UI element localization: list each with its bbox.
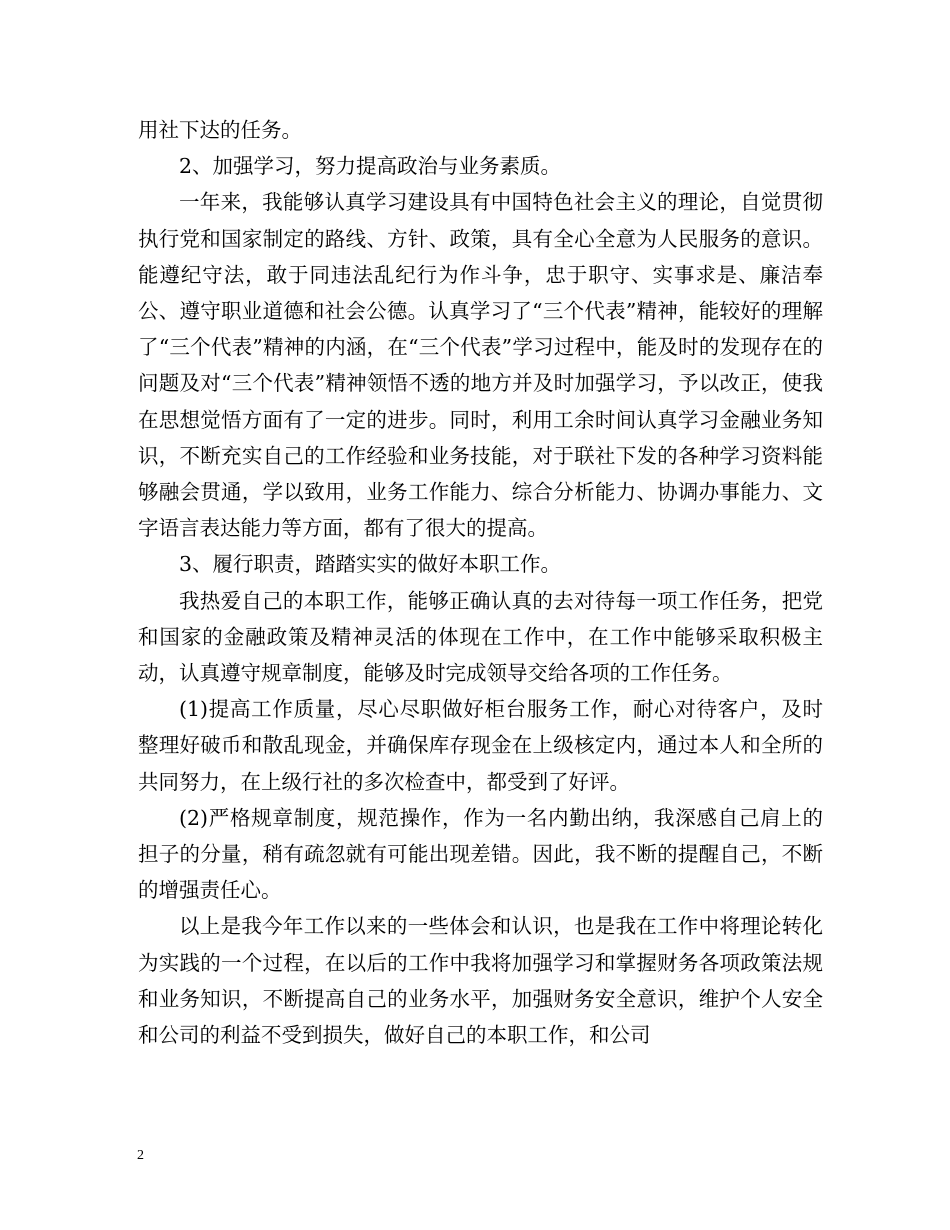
paragraph-duties: 我热爱自己的本职工作，能够正确认真的去对待每一项工作任务，把党和国家的金融政策及精神灵活的体现在工作中，在工作中能够采取积极主动，认真遵守规章制度，能够及时完成领导交给各项的工作任务。 — [138, 588, 823, 686]
page-number: 2 — [137, 1148, 144, 1163]
section-heading-duties: 3、履行职责，踏踏实实的做好本职工作。 — [179, 552, 562, 577]
paragraph-conclusion: 以上是我今年工作以来的一些体会和认识，也是我在工作中将理论转化为实践的一个过程，在以后的工作中我将加强学习和掌握财务各项政策法规和业务知识，不断提高自己的业务水平，加强财务安全意识，维护个人安全和公司的利益不受到损失，做好自己的本职工作，和公司 — [138, 914, 823, 1048]
paragraph-continuation: 用社下达的任务。 — [138, 118, 302, 142]
paragraph-item-2: (2)严格规章制度，规范操作，作为一名内勤出纳，我深感自己肩上的担子的分量，稍有疏忽就有可能出现差错。因此，我不断的提醒自己，不断的增强责任心。 — [138, 805, 823, 903]
body-text — [138, 112, 823, 1053]
paragraph-study: 一年来，我能够认真学习建设具有中国特色社会主义的理论，自觉贯彻执行党和国家制定的路线、方针、政策，具有全心全意为人民服务的意识。能遵纪守法，敢于同违法乱纪行为作斗争，忠于职守、实事求是、廉洁奉公、遵守职业道德和社会公德。认真学习了“三个代表”精神，能较好的理解了“三个代表”精神的内涵，在“三个代表”学习过程中，能及时的发现存在的问题及对“三个代表”精神领悟不透的地方并及时加强学习，予以改正，使我在思想觉悟方面有了一定的进步。同时，利用工余时间认真学习金融业务知识，不断充实自己的工作经验和业务技能，对于联社下发的各种学习资料能够融会贯通，学以致用，业务工作能力、综合分析能力、协调办事能力、文字语言表达能力等方面，都有了很大的提高。 — [138, 190, 823, 541]
section-heading-study: 2、加强学习，努力提高政治与业务素质。 — [179, 154, 562, 179]
paragraph-item-1: (1)提高工作质量，尽心尽职做好柜台服务工作，耐心对待客户，及时整理好破币和散乱现金，并确保库存现金在上级核定内，通过本人和全所的共同努力，在上级行社的多次检查中，都受到了好评。 — [138, 697, 823, 794]
